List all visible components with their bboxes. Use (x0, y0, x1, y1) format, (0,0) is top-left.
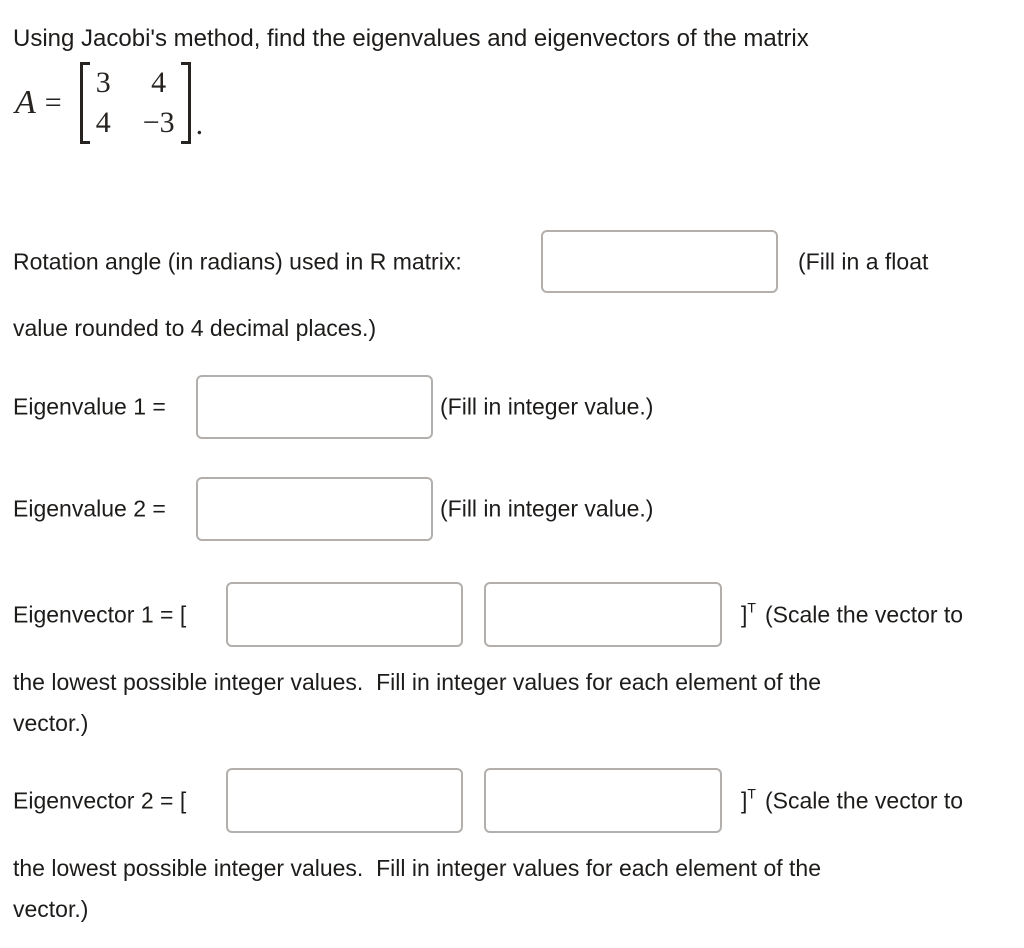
matrix-cell-r0c1: 4 (151, 66, 167, 99)
eigenvalue-1-label: Eigenvalue 1 = (13, 393, 166, 420)
eigenvalue-2-hint: (Fill in integer value.) (440, 495, 654, 522)
matrix-cell-r1c0: 4 (95, 106, 111, 139)
eigenvector-2-row (0, 768, 1024, 833)
eigenvector-1-suffix (741, 601, 963, 628)
transpose-superscript: T (747, 785, 756, 801)
rotation-angle-label: Rotation angle (in radians) used in R matrix: (13, 248, 462, 274)
matrix-left-bracket (80, 62, 90, 144)
rotation-angle-hint: (Fill in a float (798, 248, 929, 274)
close-bracket: ] (741, 601, 748, 627)
eigenvector-1-hint: (Scale the vector to (764, 601, 964, 627)
eigenvector-2-hint-wrap-2: vector.) (13, 896, 89, 922)
eigenvector-1-row (0, 582, 1024, 647)
matrix-symbol: A (15, 84, 36, 121)
question-text: Using Jacobi's method, find the eigenvalues and eigenvectors of the matrix (13, 25, 809, 52)
eigenvector-2-suffix (741, 787, 963, 814)
matrix-a (15, 62, 203, 144)
eigenvalue-2-input[interactable] (196, 477, 433, 541)
eigenvalue-1-row (0, 375, 1024, 439)
rotation-angle-input[interactable] (541, 230, 778, 293)
matrix-right-bracket (181, 62, 191, 144)
eigenvector-2-hint: (Scale the vector to (764, 787, 964, 813)
eigenvector-1-hint-wrap-2: vector.) (13, 710, 89, 736)
close-bracket: ] (741, 787, 748, 813)
matrix-grid (90, 62, 181, 144)
eigenvector-1-hint-wrap-1: the lowest possible integer values. Fill in integer values for each element of the (13, 669, 821, 695)
eigenvalue-2-row (0, 477, 1024, 541)
eigenvector-2-input-2[interactable] (484, 768, 722, 833)
matrix-trailing-period: . (195, 108, 204, 141)
equals-sign: = (44, 86, 62, 119)
eigenvector-1-input-1[interactable] (226, 582, 463, 647)
matrix-cell-r1c1: −3 (142, 106, 175, 139)
eigenvector-2-input-1[interactable] (226, 768, 463, 833)
rotation-angle-row (0, 230, 1024, 293)
rotation-angle-hint-wrap: value rounded to 4 decimal places.) (13, 315, 377, 341)
matrix-body (80, 62, 191, 144)
eigenvector-2-hint-wrap-1: the lowest possible integer values. Fill in integer values for each element of the (13, 855, 821, 881)
eigenvalue-1-input[interactable] (196, 375, 433, 439)
eigenvector-1-input-2[interactable] (484, 582, 722, 647)
eigenvalue-2-label: Eigenvalue 2 = (13, 495, 166, 522)
eigenvalue-1-hint: (Fill in integer value.) (440, 393, 654, 420)
transpose-superscript: T (747, 599, 756, 615)
eigenvector-1-label: Eigenvector 1 = [ (13, 601, 187, 627)
eigenvector-2-label: Eigenvector 2 = [ (13, 787, 187, 813)
matrix-cell-r0c0: 3 (95, 66, 111, 99)
